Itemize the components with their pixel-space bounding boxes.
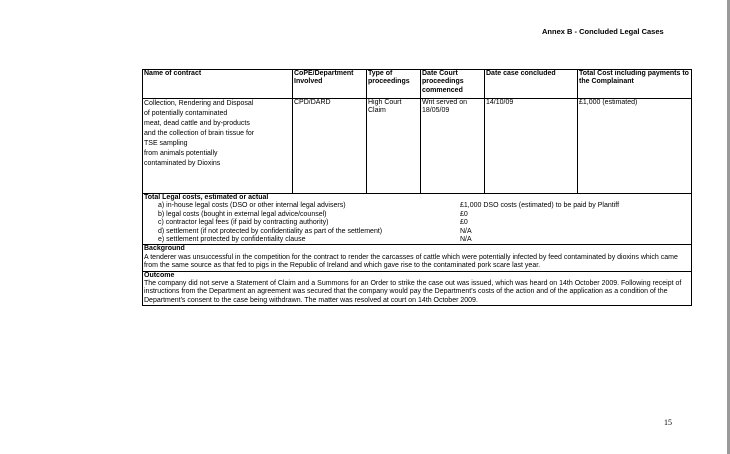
- background-title: Background: [144, 245, 185, 253]
- legal-costs-row: [143, 194, 692, 245]
- cost-label: e) settlement protected by confidentiality clause: [158, 236, 306, 244]
- contract-name-line: Collection, Rendering and Disposal: [144, 100, 254, 107]
- column-header: Date Court proceedings commenced: [421, 70, 485, 99]
- contract-name-line: from animals potentially: [144, 150, 218, 157]
- outcome-text: The company did not serve a Statement of Claim and a Summons for an Order to strike the case out was issued, which was heard on 14th October 2009. Following receipt of instructions from the Department an agreement was secured that the company would pay the Department's costs of the action and of the application as a condition of the Department's consent to the case being withdrawn. The matter was resolved at court on 14th October 2009.: [144, 280, 682, 304]
- list-item: [144, 219, 690, 227]
- cost-value: £1,000 DSO costs (estimated) to be paid by Plantiff: [460, 202, 620, 210]
- cost-label: c) contractor legal fees (if paid by contracting authority): [158, 219, 329, 227]
- column-header: Name of contract: [143, 70, 293, 99]
- legal-costs-list: [144, 202, 690, 244]
- column-header: Type of proceedings: [367, 70, 421, 99]
- cost-label: b) legal costs (bought in external legal advice/counsel): [158, 210, 327, 218]
- list-item: [144, 211, 690, 219]
- contract-name-line: and the collection of brain tissue for: [144, 130, 255, 137]
- legal-cases-table: [142, 69, 692, 306]
- outcome-row: [143, 271, 692, 306]
- legal-costs-cell: [143, 194, 692, 245]
- column-header: CoPE/Department Involved: [293, 70, 367, 99]
- list-item: [144, 236, 690, 244]
- contract-name-cell: [143, 99, 293, 194]
- legal-costs-title: Total Legal costs, estimated or actual: [144, 194, 269, 201]
- date-commenced-cell: Writ served on 18/05/09: [421, 99, 485, 194]
- contract-name-line: of potentially contaminated: [144, 110, 228, 117]
- background-row: [143, 245, 692, 271]
- contract-name-line: meat, dead cattle and by-products: [144, 120, 250, 127]
- cost-value: £0: [460, 219, 468, 227]
- column-header: Total Cost including payments to the Complainant: [578, 70, 692, 99]
- outcome-title: Outcome: [144, 271, 175, 279]
- cost-value: £0: [460, 210, 468, 218]
- background-text: A tenderer was unsuccessful in the competition for the contract to render the carcasses of cattle which were potentially infected by feed contaminated by dioxins which came from the same source as that fed to pigs in the Republic of Ireland and which gave rise to the contaminated pork scare last year.: [144, 253, 678, 270]
- outcome-cell: [143, 271, 692, 306]
- proceedings-type-cell: High Court Claim: [367, 99, 421, 194]
- cost-value: N/A: [460, 236, 472, 244]
- contract-name-line: contaminated by Dioxins: [144, 160, 221, 167]
- background-cell: [143, 245, 692, 271]
- list-item: [144, 228, 690, 236]
- page-number: 15: [664, 418, 672, 427]
- department-cell: CPD/DARD: [293, 99, 367, 194]
- cost-value: N/A: [460, 227, 472, 235]
- column-header: Date case concluded: [485, 70, 578, 99]
- contract-name-line: TSE sampling: [144, 140, 188, 147]
- cost-label: a) in-house legal costs (DSO or other internal legal advisers): [158, 202, 346, 210]
- cost-label: d) settlement (if not protected by confidentiality as part of the settlement): [158, 227, 383, 235]
- date-concluded-cell: 14/10/09: [485, 99, 578, 194]
- total-cost-cell: £1,000 (estimated): [578, 99, 692, 194]
- table-header-row: [143, 70, 692, 99]
- annex-title: Annex B - Concluded Legal Cases: [542, 27, 664, 36]
- table-row: [143, 99, 692, 194]
- list-item: [144, 202, 690, 210]
